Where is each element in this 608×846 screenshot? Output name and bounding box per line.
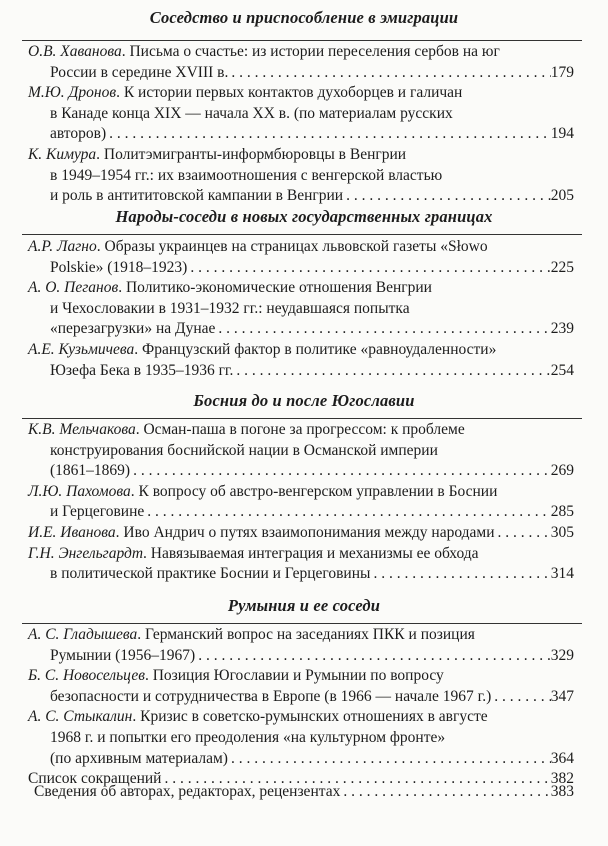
toc-tail-entry: [34, 782, 574, 803]
toc-entry: [28, 625, 574, 666]
entry-title-text: авторов): [50, 125, 107, 143]
leader-dots: [340, 782, 550, 803]
section-entries: [28, 237, 574, 381]
leader-dots: [187, 258, 550, 279]
entry-title-text: Сведения об авторах, редакторах, рецензентах: [34, 783, 341, 800]
leader-dots: [228, 749, 551, 770]
entry-line: О.В. Хаванова. Письма о счастье: из истории переселения сербов на юг: [28, 43, 500, 60]
page-number: 382: [550, 770, 574, 788]
leader-dots: [228, 63, 550, 84]
entry-title-text: Политико-экономические отношения Венгрии: [125, 279, 432, 297]
entry-line: [28, 186, 574, 207]
entry-title-text: Polskie» (1918–1923): [50, 258, 188, 276]
entry-title-text: Осман-паша в погоне за прогрессом: к проблеме: [143, 421, 465, 438]
entry-author: А. С. Стыкалин: [28, 708, 133, 726]
entry-line: К.В. Мельчакова. Осман-паша в погоне за прогрессом: к проблеме: [28, 421, 465, 438]
entry-line: Г.Н. Энгельгардт. Навязываемая интеграция и механизмы ее обхода: [28, 544, 479, 562]
toc-entry: [28, 237, 574, 278]
entry-title-text: К вопросу об австро-венгерском управлении в Боснии: [138, 482, 498, 500]
entry-title-text: Германский вопрос на заседаниях ПКК и позиция: [145, 626, 475, 643]
entry-line: А. С. Стыкалин. Кризис в советско-румынских отношениях в августе: [28, 708, 488, 726]
page-number: 254: [550, 361, 574, 379]
entry-title-text: Образы украинцев на страницах львовской газеты «Słowo: [104, 238, 488, 255]
entry-title-text: в 1949–1954 гг.: их взаимоотношения с венгерской властью: [50, 166, 443, 184]
entry-title-text: Список сокращений: [28, 770, 162, 788]
entry-title-text: безопасности и сотрудничества в Европе (в 1966 — начале 1967 г.): [50, 687, 492, 705]
entry-title-text: Французский фактор в политике «равноудаленности»: [142, 340, 497, 358]
leader-dots: [130, 461, 551, 482]
entry-line: [28, 299, 574, 320]
entry-line: [28, 166, 574, 187]
entry-author: К.В. Мельчакова: [28, 421, 136, 438]
entry-title-text: конструирования боснийской нации в Османской империи: [50, 441, 438, 459]
entry-author: К. Кимура: [28, 145, 97, 163]
entry-line: А.Е. Кузьмичева. Французский фактор в политике «равноудаленности»: [28, 340, 497, 358]
entry-title-text: Румынии (1956–1967): [50, 646, 196, 664]
entry-author: А. С. Гладышева: [28, 626, 138, 643]
toc-entry: [28, 544, 574, 585]
entry-line: Б. С. Новосельцев. Позиция Югославии и Румынии по вопросу: [28, 667, 444, 685]
section-divider: [22, 418, 582, 419]
toc-entry: [28, 340, 574, 381]
entry-title-text: (1861–1869): [50, 462, 131, 480]
entry-line: [28, 502, 574, 523]
leader-dots: [144, 502, 550, 523]
entry-title-text: Навязываемая интеграция и механизмы ее обхода: [150, 544, 479, 562]
page-number: 314: [550, 565, 574, 583]
toc-entry: [28, 482, 574, 523]
entry-title-text: в политической практике Боснии и Герцеговины: [50, 565, 371, 583]
entry-title-text: Позиция Югославии и Румынии по вопросу: [152, 667, 444, 685]
entry-line: [28, 749, 574, 770]
entry-title-text: Письма о счастье: из истории переселения сербов на юг: [129, 43, 500, 60]
entry-line: [28, 687, 574, 708]
entry-title-text: Кризис в советско-румынских отношениях в августе: [140, 708, 488, 726]
section-divider: [22, 234, 582, 235]
leader-dots: [233, 361, 550, 382]
entry-title-text: Политэмигранты-информбюровцы в Венгрии: [103, 145, 407, 163]
entry-title-text: России в середине XVIII в.: [50, 63, 229, 81]
entry-title-text: и Чехословакии в 1931–1932 гг.: неудавшаяся попытка: [50, 299, 410, 317]
entry-title-text: 1968 г. и попытки его преодоления «на культурном фронте»: [50, 728, 446, 746]
entry-title-text: «перезагрузки» на Дунае: [50, 320, 216, 338]
page-number: 383: [550, 783, 574, 800]
entry-author: О.В. Хаванова: [28, 43, 122, 60]
entry-title-text: и Герцеговине: [50, 503, 145, 521]
entry-line: М.Ю. Дронов. К истории первых контактов духоборцев и галичан: [28, 84, 463, 102]
toc-entry: [28, 707, 574, 769]
entry-author: Б. С. Новосельцев: [28, 667, 145, 685]
leader-dots: [491, 687, 550, 708]
leader-dots: [343, 186, 551, 207]
entry-title-text: и роль в антититовской кампании в Венгрии: [50, 187, 344, 205]
entry-line: [28, 319, 574, 340]
page-number: 179: [550, 63, 574, 81]
page-number: 347: [550, 687, 574, 705]
entry-line: [28, 63, 574, 84]
page-number: 285: [550, 503, 574, 521]
page-number: 364: [550, 749, 574, 767]
entry-title-text: (по архивным материалам): [50, 749, 228, 767]
page-number: 225: [550, 258, 574, 276]
section-divider: [22, 623, 582, 624]
entry-author: А.Е. Кузьмичева: [28, 340, 135, 358]
section-title: Соседство и приспособление в эмиграции: [149, 8, 459, 27]
leader-dots: [195, 646, 551, 667]
entry-line: А. С. Гладышева. Германский вопрос на заседаниях ПКК и позиция: [28, 626, 475, 643]
page-number: 239: [550, 320, 574, 338]
entry-line: [28, 564, 574, 585]
toc-entry: [28, 42, 574, 83]
entry-line: Л.Ю. Пахомова. К вопросу об австро-венгерском управлении в Боснии: [28, 482, 498, 500]
toc-entry: [28, 523, 574, 544]
page-number: 269: [550, 462, 574, 480]
entry-line: [28, 441, 574, 462]
page-number: 194: [550, 125, 574, 143]
entry-line: [28, 258, 574, 279]
entry-line: [28, 104, 574, 125]
toc-entry: [28, 420, 574, 482]
leader-dots: [370, 564, 550, 585]
entry-title-text: Иво Андрич о путях взаимопонимания между народами: [123, 523, 495, 541]
entry-author: М.Ю. Дронов: [28, 84, 117, 102]
section-title: Румыния и ее соседи: [227, 596, 381, 615]
entry-author: Л.Ю. Пахомова: [28, 482, 131, 500]
toc-entry: [28, 666, 574, 707]
leader-dots: [495, 523, 551, 544]
entry-line: К. Кимура. Политэмигранты-информбюровцы в Венгрии: [28, 145, 407, 163]
entry-line: [28, 461, 574, 482]
section-entries: [28, 625, 574, 790]
page-number: 329: [550, 646, 574, 664]
toc-entry: [28, 278, 574, 340]
entry-line: А.Р. Лагно. Образы украинцев на страницах львовской газеты «Słowo: [28, 238, 488, 255]
toc-entry: [28, 83, 574, 145]
entry-author: Г.Н. Энгельгардт: [28, 544, 144, 562]
entry-title-text: Юзефа Бека в 1935–1936 гг.: [50, 361, 234, 379]
entry-line: И.Е. Иванова. Иво Андрич о путях взаимопонимания между народами . . . 305: [28, 523, 574, 544]
section-entries: [28, 420, 574, 585]
page-number: 205: [550, 187, 574, 205]
page-number: 305: [550, 523, 574, 541]
entry-line: [28, 124, 574, 145]
entry-line: А. О. Пеганов. Политико-экономические отношения Венгрии: [28, 279, 432, 297]
entry-author: А. О. Пеганов: [28, 279, 119, 297]
entry-line: [34, 782, 574, 803]
section-title: Босния до и после Югославии: [193, 391, 415, 410]
leader-dots: [215, 319, 550, 340]
entry-author: А.Р. Лагно: [28, 238, 97, 255]
section-title: Народы-соседи в новых государственных границах: [115, 207, 493, 226]
entry-author: И.Е. Иванова: [28, 523, 116, 541]
leader-dots: [106, 124, 551, 145]
section-entries: [28, 42, 574, 207]
section-divider: [22, 40, 582, 41]
entry-title-text: в Канаде конца XIX — начала XX в. (по материалам русских: [50, 104, 453, 122]
entry-line: [28, 728, 574, 749]
toc-entry: [28, 145, 574, 207]
entry-line: [28, 361, 574, 382]
entry-title-text: К истории первых контактов духоборцев и галичан: [123, 84, 463, 102]
entry-line: [28, 646, 574, 667]
